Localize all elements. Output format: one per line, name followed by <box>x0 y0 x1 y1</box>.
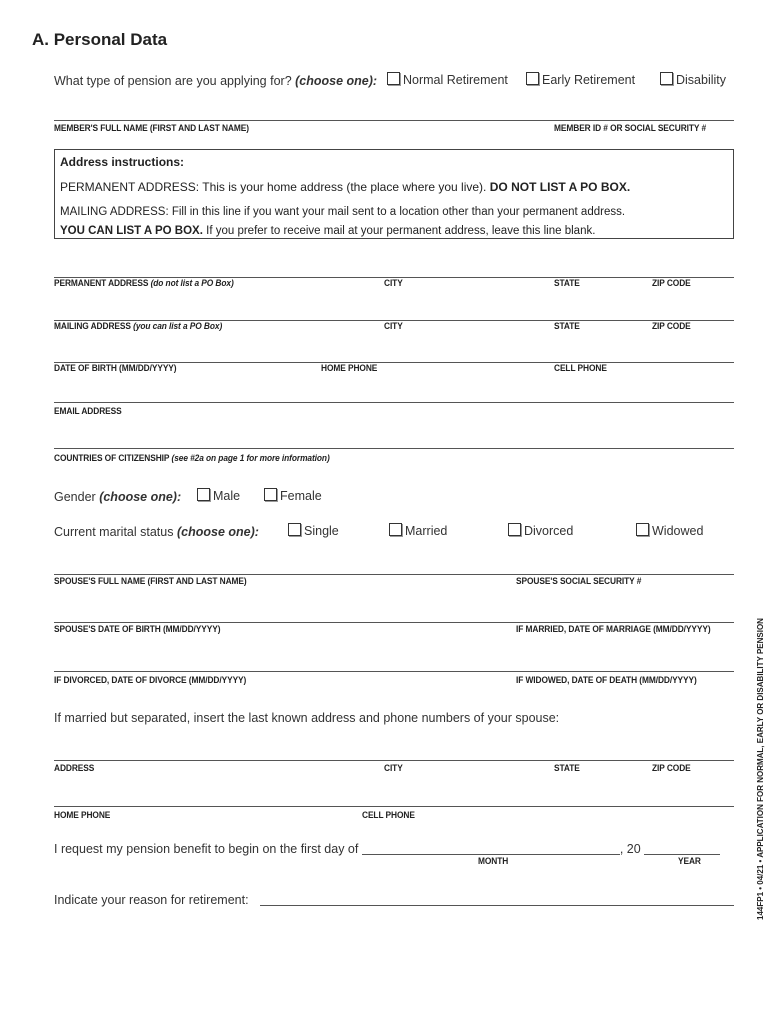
benefit-month-field[interactable] <box>362 854 620 855</box>
separated-instructions: If married but separated, insert the last known address and phone numbers of your spouse: <box>54 711 560 725</box>
gender-option-female[interactable]: Female <box>264 488 322 503</box>
pension-option-disability[interactable]: Disability <box>660 72 726 87</box>
divorce-date-label: IF DIVORCED, DATE OF DIVORCE (MM/DD/YYYY) <box>54 675 247 686</box>
mailing-state-label: STATE <box>554 321 580 332</box>
spouse-city-label: CITY <box>384 763 403 774</box>
email-line[interactable] <box>54 402 734 403</box>
email-label: EMAIL ADDRESS <box>54 406 122 417</box>
cell-phone-label: CELL PHONE <box>554 363 607 374</box>
mailing-address-label: MAILING ADDRESS (you can list a PO Box) <box>54 321 223 332</box>
reason-field[interactable] <box>260 905 734 906</box>
spouse-cell-phone-label: CELL PHONE <box>362 810 415 821</box>
marital-option-single[interactable]: Single <box>288 523 339 538</box>
checkbox-divorced[interactable] <box>508 523 521 536</box>
mailing-instructions-2: YOU CAN LIST A PO BOX. If you prefer to receive mail at your permanent address, leave this line blank. <box>60 225 596 237</box>
spouse-zip-label: ZIP CODE <box>652 763 691 774</box>
pension-type-question-text: What type of pension are you applying for? <box>54 74 292 88</box>
permanent-address-label: PERMANENT ADDRESS (do not list a PO Box) <box>54 278 234 289</box>
citizenship-line[interactable] <box>54 448 734 449</box>
benefit-year-field[interactable] <box>644 854 720 855</box>
marital-option-married[interactable]: Married <box>389 523 447 538</box>
mailing-city-label: CITY <box>384 321 403 332</box>
address-instructions-title: Address instructions: <box>60 155 185 169</box>
pension-option-early[interactable]: Early Retirement <box>526 72 635 87</box>
member-name-line[interactable] <box>54 120 734 121</box>
marital-question: Current marital status (choose one): <box>54 525 259 539</box>
citizenship-label: COUNTRIES OF CITIZENSHIP (see #2a on page 1 for more information) <box>54 453 330 464</box>
gender-option-male[interactable]: Male <box>197 488 240 503</box>
reason-text: Indicate your reason for retirement: <box>54 893 249 907</box>
member-name-label: MEMBER'S FULL NAME (FIRST AND LAST NAME) <box>54 123 249 134</box>
marital-option-divorced[interactable]: Divorced <box>508 523 573 538</box>
spouse-ssn-label: SPOUSE'S SOCIAL SECURITY # <box>516 576 642 587</box>
mailing-instructions: MAILING ADDRESS: Fill in this line if you want your mail sent to a location other than your permanent address. <box>60 206 626 218</box>
marital-option-widowed[interactable]: Widowed <box>636 523 703 538</box>
section-title: A. Personal Data <box>32 30 168 49</box>
benefit-start-text: I request my pension benefit to begin on the first day of , 20 <box>54 842 720 856</box>
checkbox-male[interactable] <box>197 488 210 501</box>
spouse-address-label: ADDRESS <box>54 763 95 774</box>
checkbox-female[interactable] <box>264 488 277 501</box>
home-phone-label: HOME PHONE <box>321 363 378 374</box>
checkbox-single[interactable] <box>288 523 301 536</box>
permanent-zip-label: ZIP CODE <box>652 278 691 289</box>
spouse-name-label: SPOUSE'S FULL NAME (FIRST AND LAST NAME) <box>54 576 247 587</box>
spouse-name-line[interactable] <box>54 574 734 575</box>
checkbox-disability[interactable] <box>660 72 673 85</box>
spouse-state-label: STATE <box>554 763 580 774</box>
permanent-city-label: CITY <box>384 278 403 289</box>
spouse-phone-line[interactable] <box>54 806 734 807</box>
death-date-label: IF WIDOWED, DATE OF DEATH (MM/DD/YYYY) <box>516 675 697 686</box>
pension-option-normal[interactable]: Normal Retirement <box>387 72 508 87</box>
divorce-line[interactable] <box>54 671 734 672</box>
spouse-home-phone-label: HOME PHONE <box>54 810 111 821</box>
checkbox-married[interactable] <box>389 523 402 536</box>
member-id-label: MEMBER ID # OR SOCIAL SECURITY # <box>554 123 707 134</box>
benefit-month-label: MONTH <box>478 856 509 867</box>
checkbox-widowed[interactable] <box>636 523 649 536</box>
gender-question: Gender (choose one): <box>54 490 182 504</box>
spouse-address-line[interactable] <box>54 760 734 761</box>
marriage-date-label: IF MARRIED, DATE OF MARRIAGE (MM/DD/YYYY) <box>516 624 711 635</box>
permanent-state-label: STATE <box>554 278 580 289</box>
pension-type-question <box>54 74 377 88</box>
form-id-sidebar: 144FP1 • 04/21 • APPLICATION FOR NORMAL, EARLY OR DISABILITY PENSION <box>756 618 765 920</box>
dob-label: DATE OF BIRTH (MM/DD/YYYY) <box>54 363 177 374</box>
pension-type-choose: (choose one): <box>295 74 378 88</box>
spouse-dob-label: SPOUSE'S DATE OF BIRTH (MM/DD/YYYY) <box>54 624 221 635</box>
permanent-instructions: PERMANENT ADDRESS: This is your home address (the place where you live). DO NOT LIST A PO BOX. <box>60 180 631 194</box>
benefit-year-label: YEAR <box>678 856 701 867</box>
checkbox-early-retirement[interactable] <box>526 72 539 85</box>
checkbox-normal-retirement[interactable] <box>387 72 400 85</box>
mailing-zip-label: ZIP CODE <box>652 321 691 332</box>
spouse-dob-line[interactable] <box>54 622 734 623</box>
